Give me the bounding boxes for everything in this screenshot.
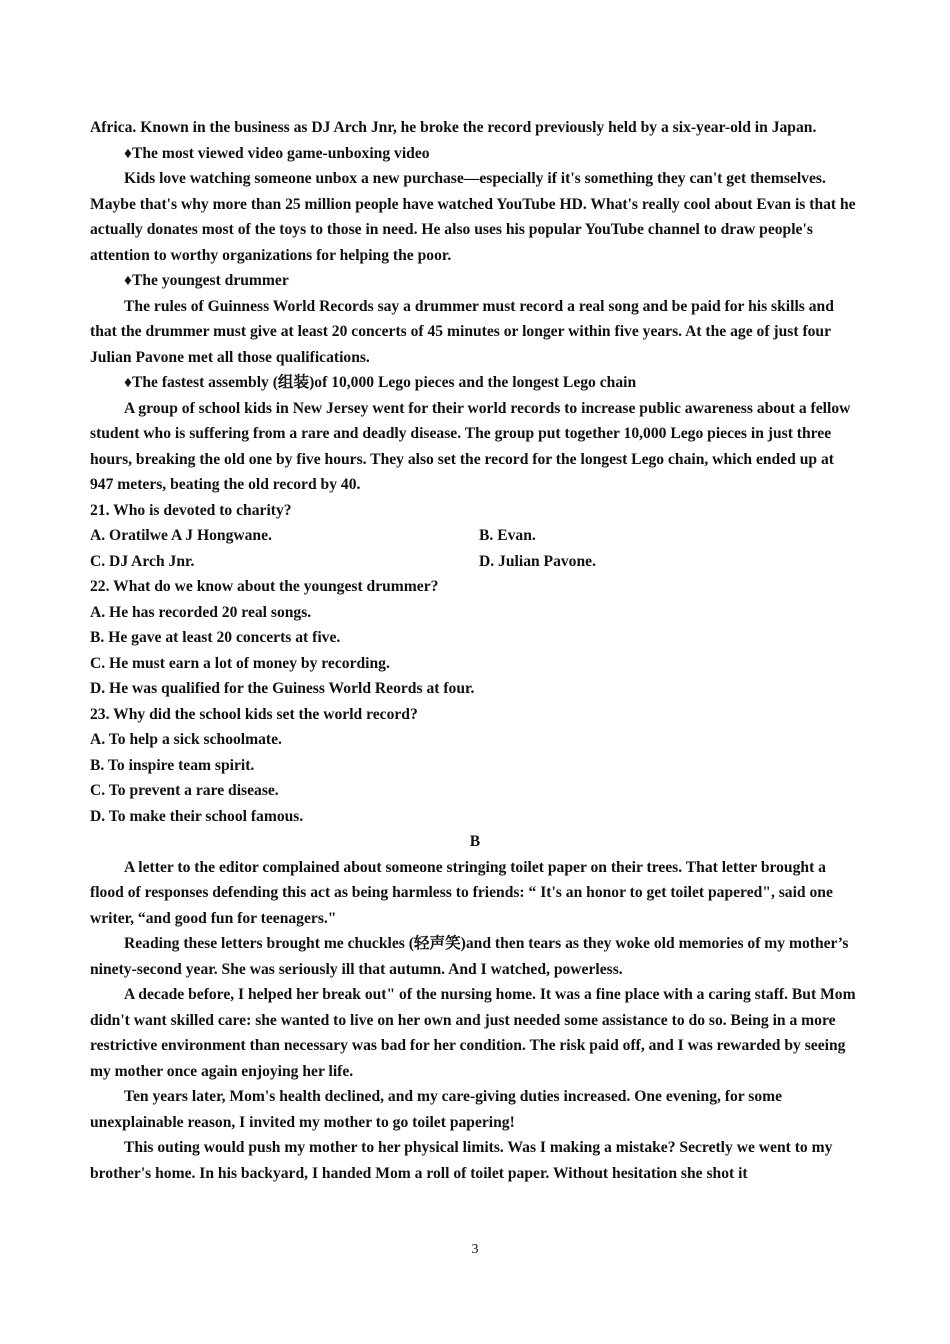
- question-21-options-row-2: [90, 549, 860, 575]
- question-22-option-a: A. He has recorded 20 real songs.: [90, 603, 312, 621]
- paragraph-b-1: A letter to the editor complained about someone stringing toilet paper on their trees. That letter brought a flood of responses defending this act as being harmless to friends: “ It's an honor to get toilet papered", said one writer, “and good fun for teenagers.": [90, 858, 833, 927]
- question-23-option-d: D. To make their school famous.: [90, 807, 304, 825]
- question-23-option-b: B. To inspire team spirit.: [90, 756, 255, 774]
- question-21-option-a: A. Oratilwe A J Hongwane.: [90, 527, 272, 544]
- page-content: [90, 115, 860, 1186]
- question-22-option-b: B. He gave at least 20 concerts at five.: [90, 629, 341, 646]
- paragraph-b-3: A decade before, I helped her break out" of the nursing home. It was a fine place with a caring staff. But Mom didn't want skilled care: she wanted to live on her own and just needed some assistance to do so. Being in a more restrictive environment than necessary was bad for her condition. The risk paid off, and I was rewarded by seeing my mother once again enjoying her life.: [90, 986, 856, 1080]
- paragraph-unboxing: Kids love watching someone unbox a new purchase—especially if it's something they can't get themselves. Maybe that's why more than 25 million people have watched YouTube HD. What's really cool about Evan is that he actually donates most of the toys to those in need. He also uses his popular YouTube channel to draw people's attention to worthy organizations for helping the poor.: [90, 170, 856, 264]
- question-21-options-row-1: [90, 523, 860, 549]
- question-21-option-b: B. Evan.: [479, 527, 536, 544]
- question-23-option-c: C. To prevent a rare disease.: [90, 782, 279, 799]
- question-23-option-a: A. To help a sick schoolmate.: [90, 731, 282, 748]
- section-heading-lego: ♦The fastest assembly (组装)of 10,000 Lego pieces and the longest Lego chain: [124, 374, 637, 391]
- section-heading-drummer: ♦The youngest drummer: [124, 272, 289, 289]
- paragraph-africa: Africa. Known in the business as DJ Arch Jnr, he broke the record previously held by a six-year-old in Japan.: [90, 119, 817, 136]
- paragraph-lego: A group of school kids in New Jersey went for their world records to increase public awareness about a fellow student who is suffering from a rare and deadly disease. The group put together 10,000 Lego pieces in just three hours, breaking the old one by five hours. They also set the record for the longest Lego chain, which ended up at 947 meters, beating the old record by 40.: [90, 399, 851, 493]
- page-number: 3: [471, 1242, 479, 1257]
- question-21-option-d: D. Julian Pavone.: [479, 552, 596, 570]
- question-22-option-c: C. He must earn a lot of money by recording.: [90, 654, 390, 672]
- question-23-stem: 23. Why did the school kids set the world record?: [90, 705, 418, 723]
- section-heading-unboxing: ♦The most viewed video game-unboxing video: [124, 144, 430, 162]
- question-22-stem: 22. What do we know about the youngest drummer?: [90, 578, 439, 595]
- question-21-stem: 21. Who is devoted to charity?: [90, 501, 292, 519]
- question-21-option-c: C. DJ Arch Jnr.: [90, 552, 195, 570]
- paragraph-drummer: The rules of Guinness World Records say a drummer must record a real song and be paid for his skills and that the drummer must give at least 20 concerts of 45 minutes or longer within five years. At the age of just four Julian Pavone met all those qualifications.: [90, 297, 834, 366]
- paragraph-b-5: This outing would push my mother to her physical limits. Was I making a mistake? Secretly we went to my brother's home. In his backyard, I handed Mom a roll of toilet paper. Without hesitation she shot it: [90, 1139, 833, 1182]
- paragraph-b-2: Reading these letters brought me chuckles (轻声笑)and then tears as they woke old memories of my mother’s ninety-second year. She was seriously ill that autumn. And I watched, powerless.: [90, 935, 849, 978]
- paragraph-b-4: Ten years later, Mom's health declined, and my care-giving duties increased. One evening, for some unexplainable reason, I invited my mother to go toilet papering!: [90, 1088, 783, 1131]
- question-22-option-d: D. He was qualified for the Guiness World Reords at four.: [90, 680, 475, 697]
- section-label-b: B: [469, 833, 481, 850]
